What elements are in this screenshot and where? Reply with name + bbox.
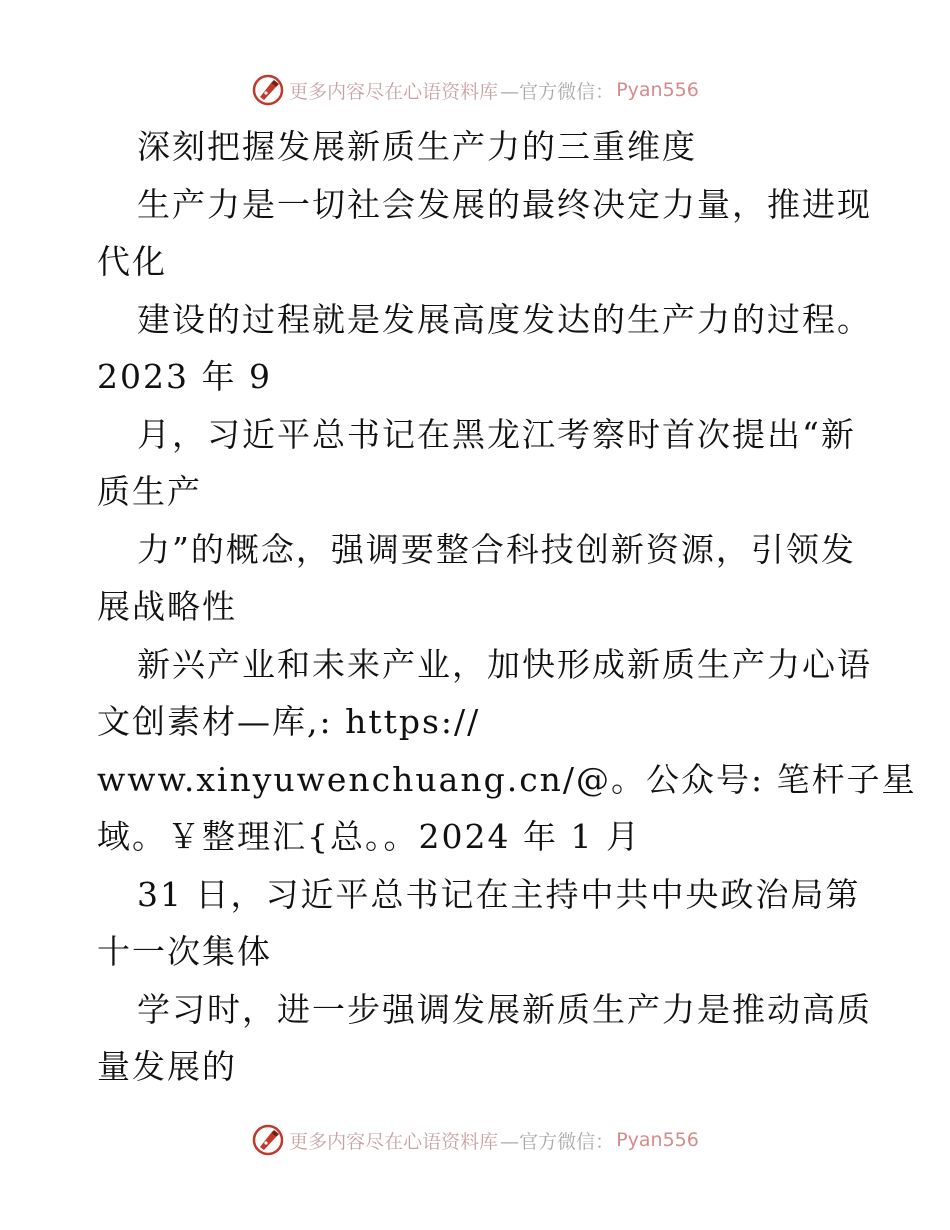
- document-body: [97, 118, 917, 1096]
- document-line: 力”的概念，强调要整合科技创新资源，引领发: [137, 529, 856, 569]
- banner-official-label: —官方微信：: [500, 1130, 615, 1153]
- banner-brand-text: 更多内容尽在心语资料库: [289, 80, 499, 103]
- document-line: 展战略性: [97, 587, 237, 626]
- footer-banner: [0, 1120, 950, 1160]
- document-line: 十一次集体: [97, 932, 272, 971]
- pen-nib-seal-icon: [251, 1123, 285, 1157]
- document-line: 2023 年 9: [97, 357, 272, 396]
- banner-brand-text: 更多内容尽在心语资料库: [289, 1130, 499, 1153]
- document-line: 建设的过程就是发展高度发达的生产力的过程。: [137, 299, 872, 339]
- header-banner: [0, 70, 950, 110]
- document-line: 域。￥整理汇{总。。2024 年 1 月: [97, 817, 641, 856]
- document-line: 量发展的: [97, 1047, 237, 1086]
- document-line: 代化: [97, 242, 167, 281]
- document-line: 新兴产业和未来产业，加快形成新质生产力心语: [137, 644, 872, 684]
- banner-wechat-id: Pyan556: [616, 1129, 699, 1151]
- document-line: www.xinyuwenchuang.cn/@。公众号: 笔杆子星: [97, 759, 917, 799]
- pen-nib-seal-icon: [251, 73, 285, 107]
- document-line: 31 日，习近平总书记在主持中共中央政治局第: [137, 874, 861, 914]
- document-line: 生产力是一切社会发展的最终决定力量，推进现: [137, 184, 872, 224]
- document-line: 文创素材—库,: https://: [97, 702, 481, 741]
- document-line: 月，习近平总书记在黑龙江考察时首次提出“新: [137, 414, 856, 454]
- document-line: 深刻把握发展新质生产力的三重维度: [137, 127, 697, 166]
- document-line: 学习时，进一步强调发展新质生产力是推动高质: [137, 989, 872, 1029]
- banner-official-label: —官方微信：: [500, 80, 615, 103]
- banner-wechat-id: Pyan556: [616, 79, 699, 101]
- document-line: 质生产: [97, 472, 202, 511]
